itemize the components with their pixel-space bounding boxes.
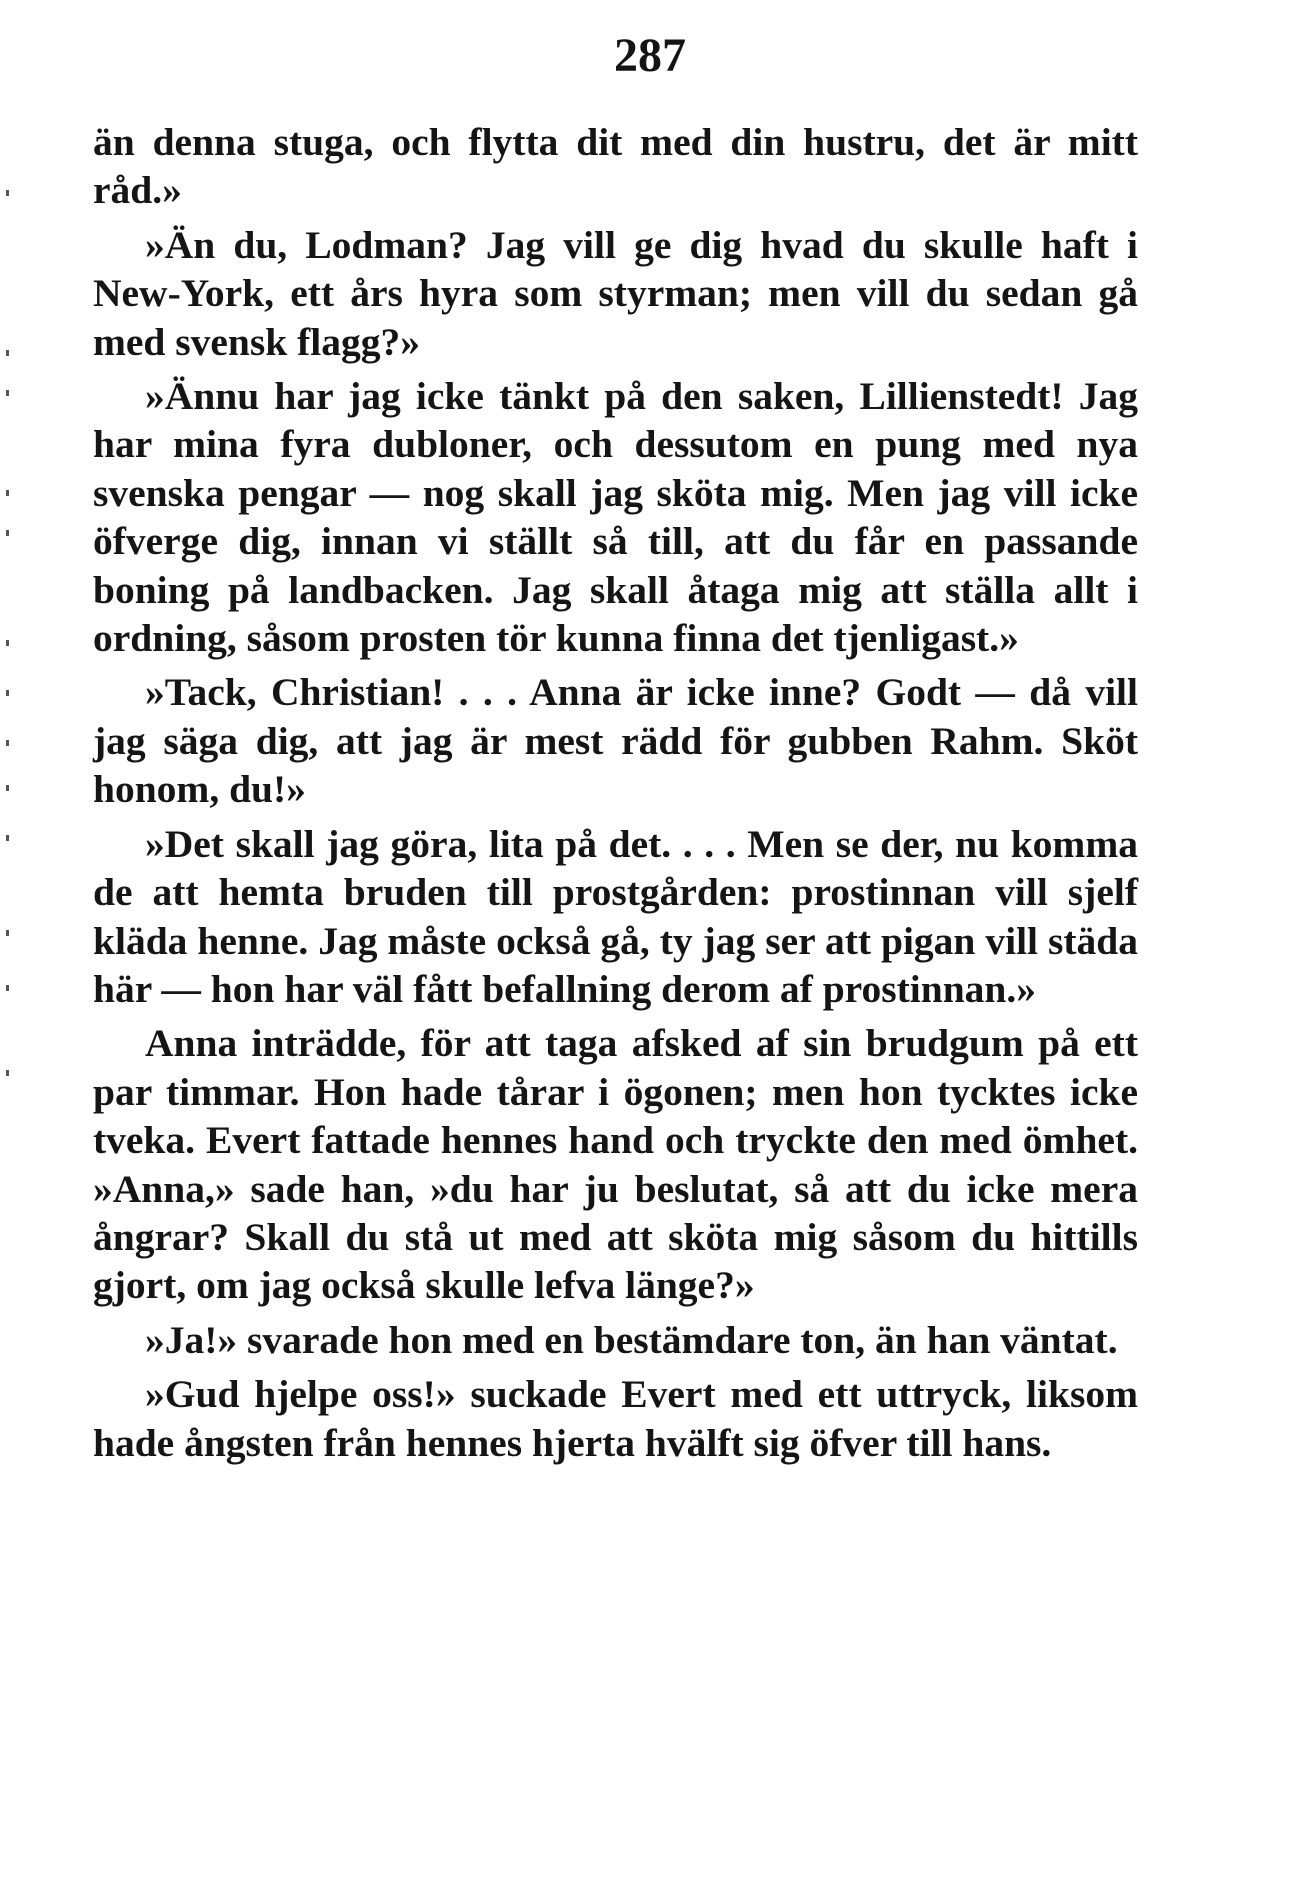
paragraph: »Tack, Christian! . . . Anna är icke inne? Godt — då vill jag säga dig, att jag är mest rädd för gubben Rahm. Sköt honom, du!» <box>93 670 1138 812</box>
margin-speck <box>6 835 9 841</box>
page-number: 287 <box>614 29 686 82</box>
paragraph: »Ja!» svarade hon med en bestämdare ton, än han väntat. <box>145 1317 1118 1362</box>
margin-speck <box>6 930 9 936</box>
margin-speck <box>6 640 9 646</box>
margin-speck <box>6 1070 9 1076</box>
margin-speck <box>6 490 9 496</box>
margin-speck <box>6 740 9 746</box>
margin-speck <box>6 190 9 196</box>
paragraph: »Än du, Lodman? Jag vill ge dig hvad du skulle haft i New-York, ett års hyra som styrman; men vill du sedan gå med svensk flagg?» <box>93 222 1138 364</box>
paragraph: »Ännu har jag icke tänkt på den saken, Lillienstedt! Jag har mina fyra dubloner, och dessutom en pung med nya svenska pengar — nog skall jag sköta mig. Men jag vill icke öfverge dig, innan vi ställt så till, att du får en passande boning på landbacken. Jag skall åtaga mig att ställa allt i ordning, såsom prosten tör kunna finna det tjenligast.» <box>93 374 1138 661</box>
paragraph: »Det skall jag göra, lita på det. . . . Men se der, nu komma de att hemta bruden till prostgården: prostinnan vill sjelf kläda henne. Jag måste också gå, ty jag ser att pigan vill städa här — hon har väl fått befallning derom af prostinnan.» <box>93 821 1138 1011</box>
paragraph: än denna stuga, och flytta dit med din hustru, det är mitt råd.» <box>93 120 1138 213</box>
margin-speck <box>6 390 9 396</box>
margin-speck <box>6 690 9 696</box>
margin-speck <box>6 985 9 991</box>
paragraph: Anna inträdde, för att taga afsked af sin brudgum på ett par timmar. Hon hade tårar i ögonen; men hon tycktes icke tveka. Evert fattade hennes hand och tryckte den med ömhet. »Anna,» sade han, »du har ju beslutat, så att du icke mera ångrar? Skall du stå ut med att sköta mig såsom du hittills gjort, om jag också skulle lefva länge?» <box>93 1021 1138 1308</box>
left-margin-specks <box>0 0 20 1886</box>
margin-speck <box>6 350 9 356</box>
body-text <box>93 118 1138 1473</box>
paragraph: »Gud hjelpe oss!» suckade Evert med ett uttryck, liksom hade ångsten från hennes hjerta hvälft sig öfver till hans. <box>93 1372 1138 1465</box>
margin-speck <box>6 530 9 536</box>
margin-speck <box>6 785 9 791</box>
